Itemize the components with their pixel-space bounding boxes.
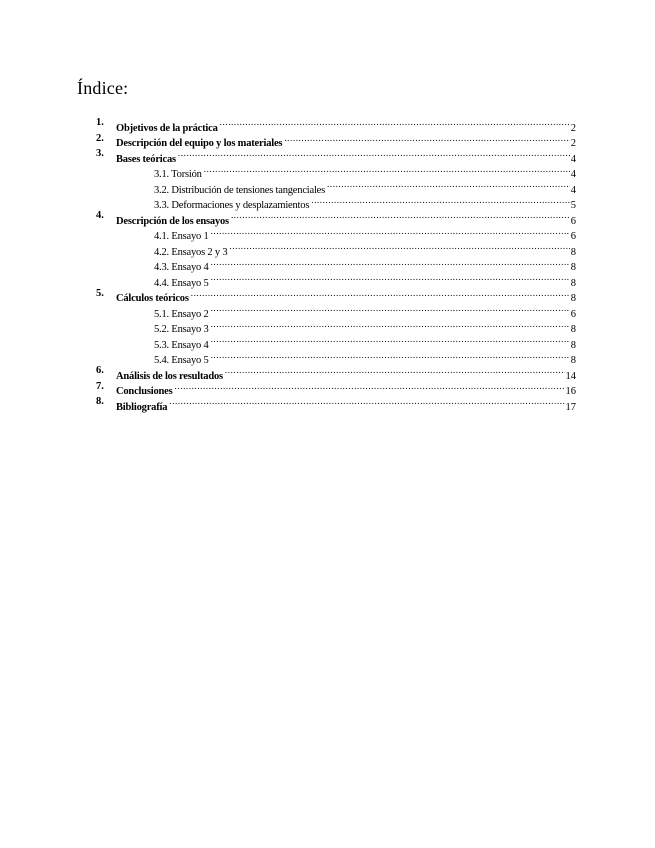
toc-page-number: 16 [565,386,576,397]
toc-entry-label: 4.1. Ensayo 1 [154,231,209,242]
toc-page-number: 8 [570,339,576,351]
toc-entry-number: 7. [96,380,104,392]
toc-entry-label: 5.3. Ensayo 4 [154,339,209,351]
toc-entry-label: Descripción del equipo y los materiales [116,138,283,149]
toc-entry-label: 4.4. Ensayo 5 [154,277,209,289]
toc-subentry[interactable] [0,255,655,271]
toc-page-number: 8 [570,246,576,258]
toc-page-number: 4 [570,169,576,180]
toc-page-number: 6 [570,215,576,227]
toc-subentry[interactable] [0,317,655,333]
toc-entry[interactable] [0,363,655,382]
dot-leader [231,208,570,224]
toc-entry[interactable] [0,115,655,134]
dot-leader [191,286,570,302]
toc-entry-number: 2. [96,132,104,144]
toc-entry-label: Descripción de los ensayos [116,215,229,227]
toc-entry-label: 3.2. Distribución de tensiones tangenciales [154,184,326,196]
dot-leader [225,363,565,379]
toc-entry-label: 5.1. Ensayo 2 [154,308,209,320]
toc-page-number: 8 [570,324,576,335]
dot-leader [211,348,570,364]
toc-page-number: 8 [570,277,576,289]
toc-page-number: 17 [565,401,576,413]
toc-entry-line [116,394,576,415]
dot-leader [211,270,570,286]
toc-entry-label: Conclusiones [116,386,173,397]
dot-leader [211,255,570,271]
toc-subentry[interactable] [0,348,655,364]
toc-entry[interactable] [0,286,655,302]
toc-page-number: 8 [570,293,576,304]
toc-entry-label: Cálculos teóricos [116,293,189,304]
toc-page-number: 6 [570,308,576,320]
toc-entry-number: 8. [96,396,104,407]
dot-leader [211,317,570,333]
toc-subentry[interactable] [0,193,655,209]
toc-subentry[interactable] [0,332,655,351]
toc-entry-number: 4. [96,210,104,221]
toc-entry-label: Objetivos de la práctica [116,122,218,134]
toc-entry-label: Bases teóricas [116,153,176,165]
toc-page-number: 14 [565,370,576,382]
toc-entry[interactable] [0,146,655,165]
toc-entry-number: 3. [96,148,104,159]
toc-entry[interactable] [0,131,655,147]
dot-leader [284,131,569,147]
toc-page-number: 8 [570,262,576,273]
toc-entry-label: 4.2. Ensayos 2 y 3 [154,246,228,258]
toc-entry-label: Análisis de los resultados [116,370,223,382]
dot-leader [204,162,570,178]
dot-leader [229,239,569,255]
dot-leader [211,224,570,240]
toc-subentry[interactable] [0,270,655,289]
dot-leader [327,177,570,193]
toc-subentry[interactable] [0,224,655,240]
toc-page-number: 6 [570,231,576,242]
toc-entry[interactable] [0,379,655,395]
toc-entry[interactable] [0,394,655,413]
dot-leader [211,301,570,317]
dot-leader [175,379,565,395]
dot-leader [311,193,570,209]
toc-entry-label: 5.4. Ensayo 5 [154,355,209,366]
table-of-contents [0,115,655,413]
dot-leader [178,146,570,162]
toc-page-number: 2 [570,138,576,149]
dot-leader [211,332,570,348]
toc-subentry[interactable] [0,177,655,196]
toc-entry-number: 6. [96,365,104,376]
toc-page-number: 4 [570,184,576,196]
toc-entry-label: 4.3. Ensayo 4 [154,262,209,273]
toc-entry-label: Bibliografía [116,401,168,413]
toc-entry-number: 1. [96,117,104,128]
toc-page-number: 4 [570,153,576,165]
toc-entry-label: 3.1. Torsión [154,169,202,180]
dot-leader [220,115,570,131]
toc-entry-label: 3.3. Deformaciones y desplazamientos [154,200,310,211]
dot-leader [169,394,564,410]
page-title: Índice: [77,78,129,98]
toc-entry-number: 5. [96,287,104,299]
toc-subentry[interactable] [0,162,655,178]
toc-subentry[interactable] [0,301,655,320]
toc-page-number: 8 [570,355,576,366]
toc-page-number: 2 [570,122,576,134]
toc-entry-label: 5.2. Ensayo 3 [154,324,209,335]
toc-entry[interactable] [0,208,655,227]
toc-subentry[interactable] [0,239,655,258]
toc-page-number: 5 [570,200,576,211]
